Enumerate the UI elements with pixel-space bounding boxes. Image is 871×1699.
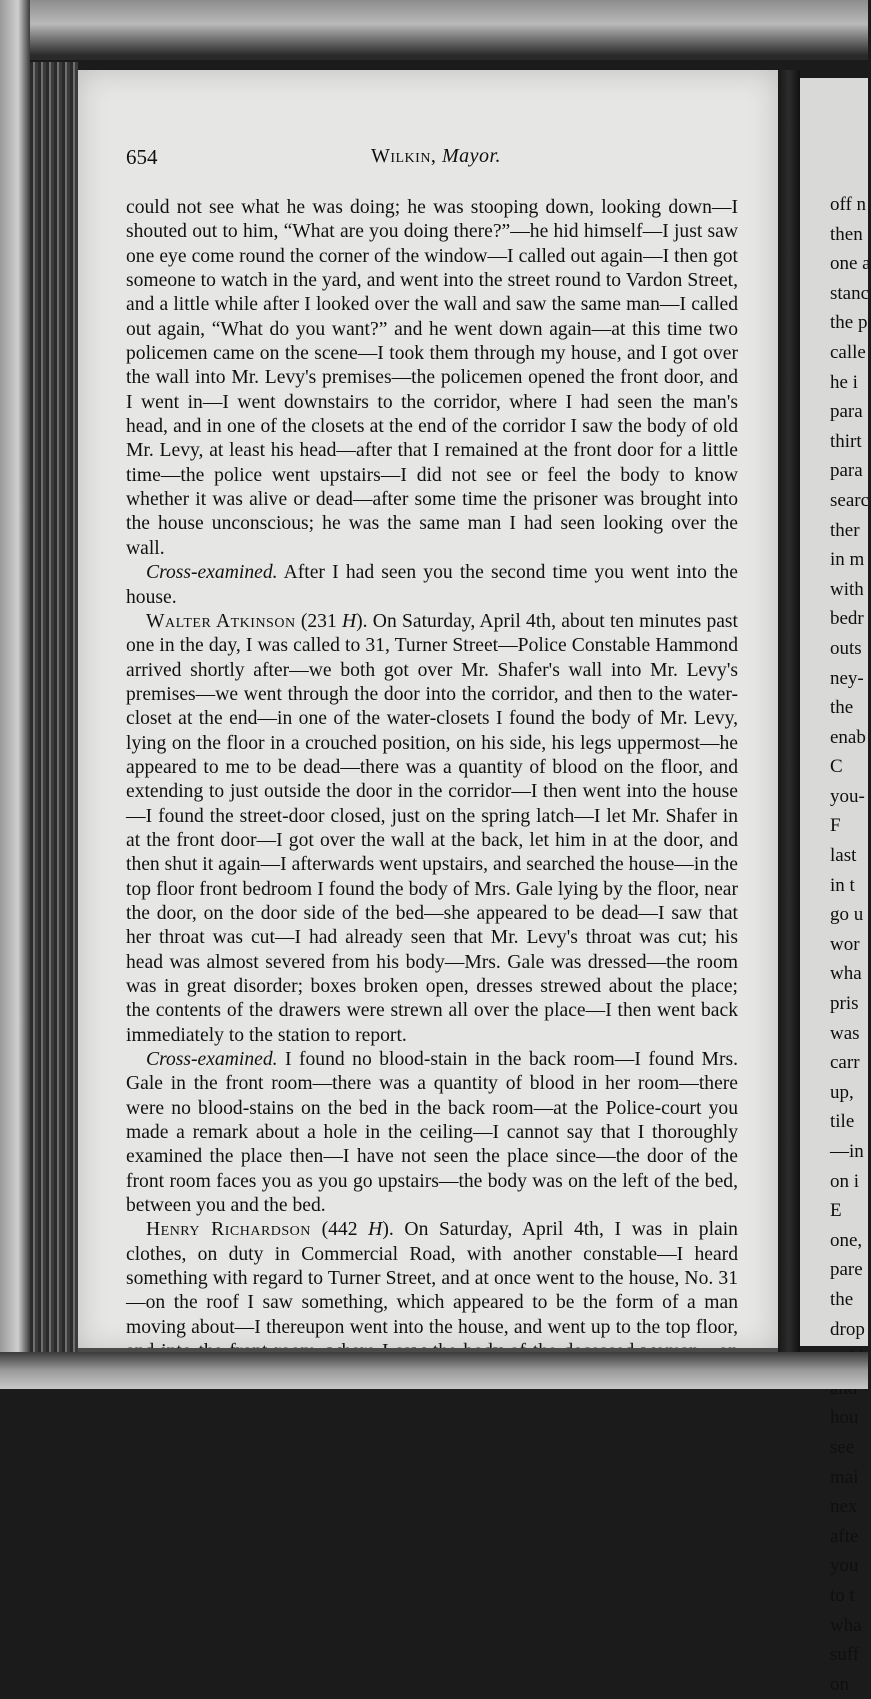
facing-page-line: you <box>830 1555 859 1577</box>
facing-page-line: in t <box>830 874 855 896</box>
facing-page-line: the <box>830 1288 854 1310</box>
page-number: 654 <box>126 145 158 169</box>
facing-page-line: searc <box>830 489 870 511</box>
facing-page-line: stanc <box>830 282 870 304</box>
facing-page-line: bedr <box>830 608 864 630</box>
facing-page-line: tile <box>830 1111 855 1133</box>
facing-page-line: thirt <box>830 430 862 452</box>
facing-page-line: he i <box>830 371 858 393</box>
book-spine <box>30 62 78 1362</box>
facing-page-line: para <box>830 401 863 423</box>
facing-page-line: wha <box>830 1614 862 1636</box>
facing-page-line: one a <box>830 253 871 275</box>
witness-name: Walter Atkinson <box>146 610 296 632</box>
paragraph-text: ). On Saturday, April 4th, I was in plain clothes, on duty in Commercial Road, with another constable—I heard something with regard to Turner Street, and at once went to the house, No. 31—on the roof I saw something, which appeared to be the form of a man moving about—I thereupon went into the house, and went up to the top floor, <box>126 1219 738 1338</box>
facing-page-line: then <box>830 223 863 245</box>
italic-text: H <box>341 610 357 632</box>
facing-page-line: calle <box>830 341 866 363</box>
facing-page-line: wha <box>830 963 862 985</box>
facing-page-line: off n <box>830 194 867 215</box>
facing-page-line: outs <box>830 637 862 659</box>
paragraph-text: ). On Saturday, April 4th, about ten minutes past one in the day, I was called to 31, Turner Street—Police Constable Hammond arrived shortly after—we both got over Mr. Shafer's wall into Mr. Levy's premises—we went through the door into the corridor, and then to the water-closet at the end—in one of the water-closets I found the body of Mr. Levy, lying on the floor in a crouched position, on his side, his legs uppermost—he appeared to me to be dead—there was a quantity of blood on the floor, and extending to just outside the door in the corridor—I then went into the house—I found the street-door closed, just on the spring latch—I let Mr. Shafer in at the front door—I got over the wall at the back, let him in at the door, and then shut it again—I afterwards went upstairs, and searched the house—in the top floor front bedroom I found the body of Mrs. Gale lying by the floor, near the door, on the door side of the bed—she appeared to be dead—I saw that her throat was cut—I had already seen that Mr. Levy's throat was cut; his head was almost severed from his body—Mrs. Gale was dressed—the room was in great disorder; boxes broken open, dresses strewed about the place; the contents of the drawers were strewn all over the place—I then went back immediately to the station to report. <box>126 610 739 1046</box>
facing-page-line: carr <box>830 1052 860 1074</box>
facing-page-line: you- <box>830 785 865 807</box>
facing-page-line: in m <box>830 549 865 571</box>
facing-page-line: the <box>830 697 854 719</box>
paragraph-text: could not see what he was doing; he was stooping down, looking down—I shouted out to him, “What are you doing there?”—he hid himself—I just saw one eye come round the corner of the window—I called out again—I then got someone to watch in the yard, and went into the street round to Vardon Street, and a little while after I looked over the wall and saw the same man—I called out again, “What do you want?” and he went down again—at this time two policemen came on the scene—I took them through my house, and I got over the wall into Mr. Levy's premises—the policemen opened the front door, and I went in—I went downstairs to the corridor, where I had seen the man's head, and in one of the closets at the end of the corridor I saw the body of old Mr. Levy, at least his head—after that I remained at the front door for a little time—the police went upstairs—I did not see or feel the body to know whether it was alive or dead—after some time the prisoner was brought into the house unconscious; he was the same man I had seen looking over the wall. <box>126 197 738 559</box>
facing-page-line: F <box>830 815 841 837</box>
facing-page-text <box>800 78 871 1699</box>
paragraph <box>126 1048 738 1218</box>
scanner-bottom-edge <box>0 1352 868 1389</box>
facing-page-line: C <box>830 756 843 778</box>
running-head-name: Wilkin, <box>370 145 437 167</box>
italic-text: H <box>368 1219 383 1241</box>
paragraph-text: After I had seen you the second time you went into the house. <box>126 562 738 608</box>
facing-page <box>800 78 871 1695</box>
facing-page-line: E <box>830 1200 842 1222</box>
paragraph-text: I found no blood-stain in the back room—I found Mrs. Gale in the front room—there was a quantity of blood in her room—there were no blood-stains on the bed in the back room—at the Police-court you made a remark about a hole in the ceiling—I cannot say that I thoroughly examined the place then—I have not seen the place since—the door of the front room faces you as you go upstairs—the body was on the left of the bed, between you and the bed. <box>126 1049 738 1217</box>
paragraph-text: (442 <box>310 1219 369 1241</box>
facing-page-line: last <box>830 845 857 867</box>
witness-name: Henry Richardson <box>146 1219 311 1241</box>
facing-page-line: —in <box>830 1141 864 1162</box>
facing-page-line: enab <box>830 726 866 748</box>
facing-page-line: pare <box>830 1259 863 1281</box>
facing-page-line: to t <box>830 1584 855 1606</box>
paragraph <box>126 610 738 1048</box>
italic-text: Cross-examined. <box>146 1049 278 1071</box>
facing-page-line: nex <box>830 1496 858 1518</box>
paragraph <box>126 561 738 610</box>
facing-page-line: mai <box>830 1466 859 1488</box>
paragraph-text: (231 <box>295 610 342 632</box>
facing-page-line: drop <box>830 1318 865 1340</box>
book-gutter <box>778 70 800 1360</box>
facing-page-line: ther <box>830 519 860 541</box>
scanner-top-edge <box>0 0 868 60</box>
facing-page-line: pris <box>830 993 859 1015</box>
book-page <box>78 70 778 1352</box>
facing-page-line: on i <box>830 1170 860 1192</box>
paragraph <box>126 196 738 561</box>
body-text <box>126 196 738 1389</box>
facing-page-line: para <box>830 460 863 482</box>
facing-page-line: up, <box>830 1081 854 1103</box>
scanner-left-edge <box>0 0 30 1389</box>
facing-page-line: hou <box>830 1407 859 1429</box>
facing-page-line: see <box>830 1436 855 1458</box>
facing-page-line: go u <box>830 904 864 926</box>
facing-page-line: with <box>830 578 864 600</box>
facing-page-line: ney- <box>830 667 864 689</box>
running-head-role: Mayor. <box>441 145 502 167</box>
facing-page-line: the p <box>830 312 868 334</box>
running-head <box>126 145 746 168</box>
facing-page-line: wor <box>830 933 860 955</box>
page-header <box>126 145 746 175</box>
facing-page-line: was <box>830 1022 860 1044</box>
italic-text: Cross-examined. <box>146 562 278 584</box>
facing-page-line: afte <box>830 1525 859 1547</box>
facing-page-line: one, <box>830 1229 863 1251</box>
facing-page-line: suff <box>830 1644 860 1666</box>
facing-page-line: on <box>830 1673 849 1695</box>
